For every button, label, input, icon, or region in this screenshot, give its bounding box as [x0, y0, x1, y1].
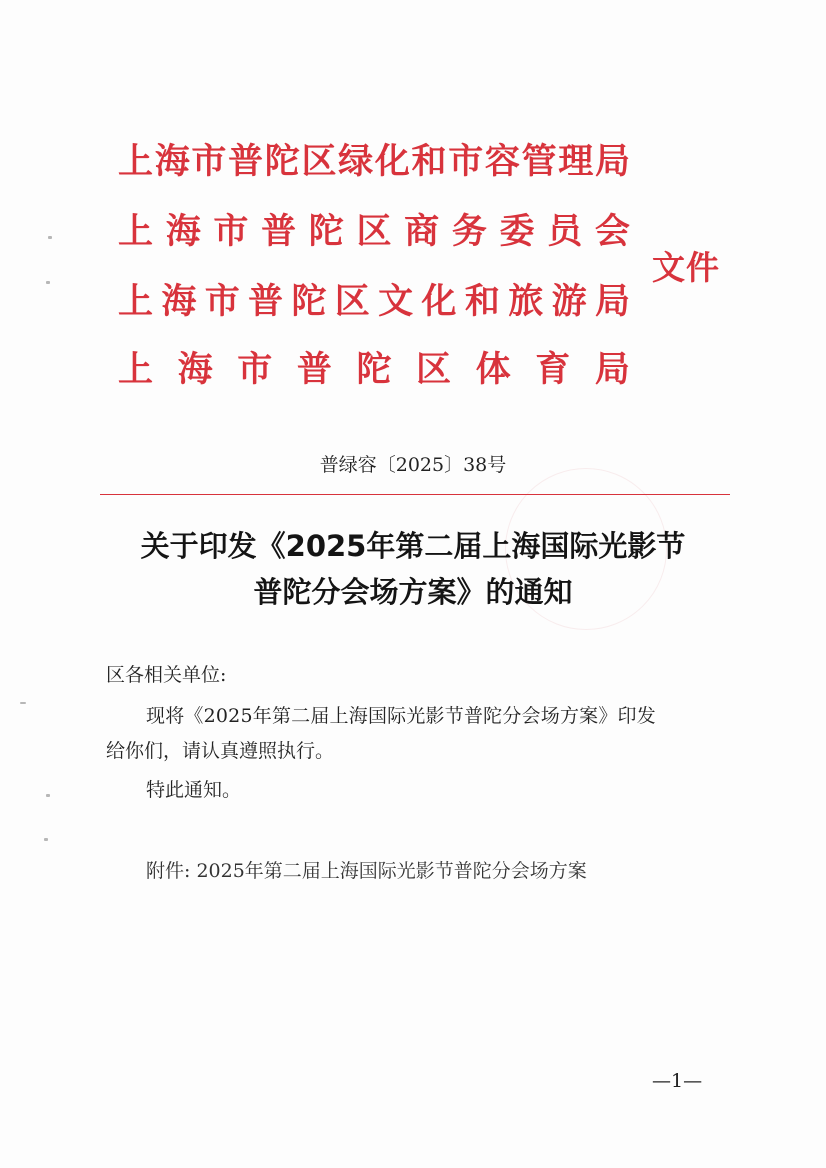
issuer-char: 会	[594, 212, 630, 252]
issuer-char: 陀	[356, 350, 392, 390]
issuer-char: 和	[411, 142, 447, 182]
issuer-char: 容	[484, 142, 520, 182]
issuer-char: 普	[261, 212, 297, 252]
issuer-char: 普	[248, 282, 284, 322]
red-divider-line	[100, 494, 730, 495]
scan-speck	[46, 281, 50, 284]
issuer-char: 普	[296, 350, 332, 390]
body-paragraph-line-2: 给你们，请认真遵照执行。	[106, 740, 335, 762]
issuer-char: 市	[448, 142, 484, 182]
issuer-line-4	[118, 350, 630, 390]
issuer-char: 海	[177, 350, 213, 390]
issuer-char: 陀	[291, 282, 327, 322]
issuer-char: 游	[551, 282, 587, 322]
issuer-char: 绿	[338, 142, 374, 182]
scan-speck	[20, 702, 26, 704]
document-title-line-2: 普陀分会场方案》的通知	[253, 575, 573, 609]
issuer-char: 和	[464, 282, 500, 322]
issuer-char: 区	[334, 282, 370, 322]
document-number: 普绿容〔2025〕38号	[319, 454, 507, 476]
issuer-char: 陀	[308, 212, 344, 252]
issuer-char: 陀	[264, 142, 300, 182]
issuer-char: 商	[404, 212, 440, 252]
issuer-char: 普	[228, 142, 264, 182]
page-number: —1—	[652, 1070, 703, 1092]
issuer-char: 市	[204, 282, 240, 322]
issuer-char: 区	[416, 350, 452, 390]
issuer-suffix: 文件	[652, 248, 720, 287]
scan-speck	[48, 236, 52, 239]
issuer-char: 上	[118, 282, 154, 322]
issuer-char: 局	[594, 282, 630, 322]
issuer-char: 海	[154, 142, 190, 182]
issuer-char: 局	[594, 350, 630, 390]
issuer-char: 上	[118, 212, 154, 252]
issuer-char: 上	[118, 142, 154, 182]
issuer-char: 文	[378, 282, 414, 322]
document-title-line-1: 关于印发《2025年第二届上海国际光影节	[140, 529, 686, 563]
issuer-char: 化	[421, 282, 457, 322]
issuer-char: 化	[374, 142, 410, 182]
salutation: 区各相关单位:	[106, 664, 227, 686]
issuer-char: 市	[237, 350, 273, 390]
scan-speck	[44, 838, 48, 841]
closing-remark: 特此通知。	[146, 779, 242, 801]
issuer-char: 区	[301, 142, 337, 182]
issuer-line-2	[118, 212, 630, 252]
scan-speck	[46, 794, 50, 797]
issuer-line-1	[118, 142, 630, 182]
issuer-char: 理	[558, 142, 594, 182]
attachment-note: 附件: 2025年第二届上海国际光影节普陀分会场方案	[146, 860, 587, 882]
issuer-char: 旅	[508, 282, 544, 322]
body-paragraph-line-1: 现将《2025年第二届上海国际光影节普陀分会场方案》印发	[146, 705, 656, 727]
issuer-char: 海	[161, 282, 197, 322]
issuer-char: 体	[475, 350, 511, 390]
issuer-char: 管	[521, 142, 557, 182]
issuer-char: 务	[451, 212, 487, 252]
issuer-line-3	[118, 282, 630, 322]
issuer-char: 育	[535, 350, 571, 390]
issuer-char: 员	[547, 212, 583, 252]
issuer-char: 上	[118, 350, 154, 390]
issuer-char: 委	[499, 212, 535, 252]
issuer-char: 市	[191, 142, 227, 182]
issuer-char: 市	[213, 212, 249, 252]
issuer-char: 区	[356, 212, 392, 252]
issuer-char: 海	[165, 212, 201, 252]
issuer-char: 局	[594, 142, 630, 182]
